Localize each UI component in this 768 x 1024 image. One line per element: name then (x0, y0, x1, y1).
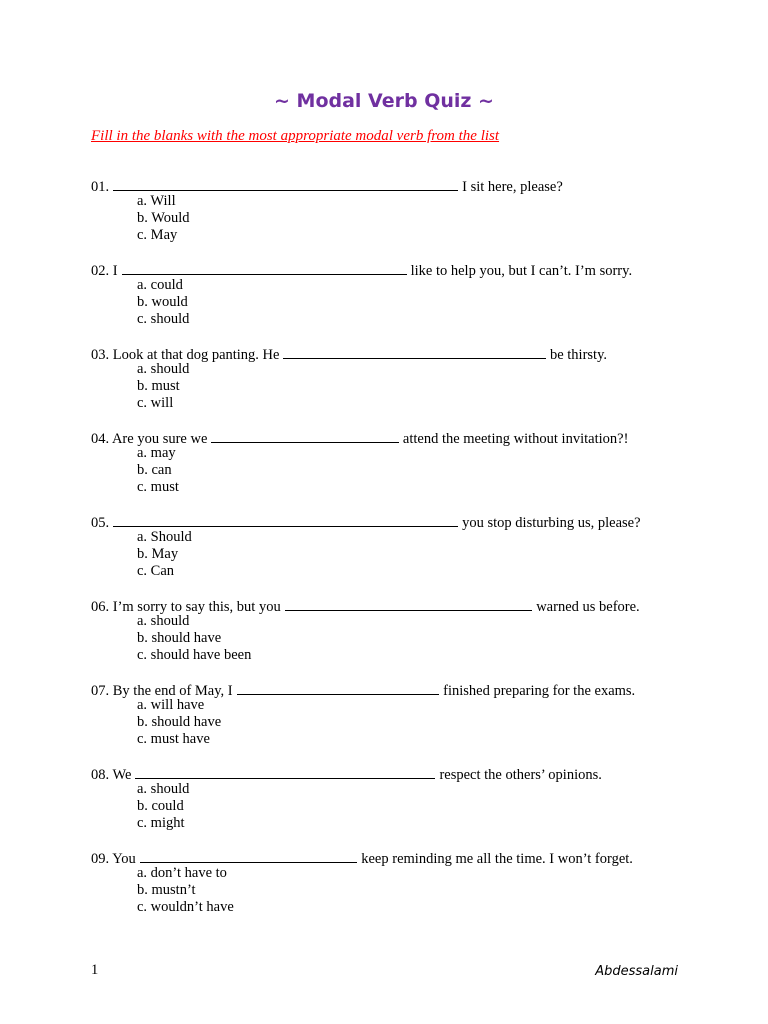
question-text-before: Look at that dog panting. He (112, 347, 280, 363)
question-number: 07. (91, 683, 110, 699)
question-text-before: I (112, 263, 118, 279)
answer-blank[interactable] (283, 344, 546, 359)
question-7 (91, 680, 731, 748)
answer-option[interactable]: c. will (137, 395, 174, 411)
answer-option[interactable]: b. should have (137, 714, 222, 730)
question-stem (91, 680, 731, 697)
quiz-title: ~ Modal Verb Quiz ~ (274, 90, 494, 112)
question-number: 03. (91, 347, 110, 363)
answer-option[interactable]: c. should (137, 311, 190, 327)
answer-option[interactable]: a. should (137, 613, 190, 629)
question-text-before: We (112, 767, 132, 783)
answer-option[interactable]: a. should (137, 781, 190, 797)
question-text-before: By the end of May, I (112, 683, 233, 699)
question-text-after: I sit here, please? (462, 179, 563, 195)
question-3 (91, 344, 731, 412)
question-number: 05. (91, 515, 110, 531)
answer-option[interactable]: c. should have been (137, 647, 252, 663)
answer-option[interactable]: b. May (137, 546, 179, 562)
answer-option[interactable]: a. should (137, 361, 190, 377)
question-text-after: you stop disturbing us, please? (462, 515, 641, 531)
answer-option[interactable]: a. Should (137, 529, 192, 545)
question-4 (91, 428, 731, 496)
answer-blank[interactable] (135, 764, 435, 779)
answer-blank[interactable] (211, 428, 399, 443)
answer-option[interactable]: b. Would (137, 210, 190, 226)
question-stem (91, 344, 731, 361)
question-number: 04. (91, 431, 110, 447)
author-signature: Abdessalami (595, 964, 678, 979)
question-text-before: Are you sure we (111, 431, 208, 447)
answer-option[interactable]: c. wouldn’t have (137, 899, 234, 915)
question-number: 09. (91, 851, 110, 867)
question-2 (91, 260, 731, 328)
question-number: 02. (91, 263, 110, 279)
answer-option[interactable]: c. might (137, 815, 185, 831)
question-stem (91, 764, 731, 781)
question-text-after: keep reminding me all the time. I won’t forget. (361, 851, 633, 867)
answer-option[interactable]: b. should have (137, 630, 222, 646)
question-stem (91, 260, 731, 277)
question-1 (91, 176, 731, 244)
question-text-before: I’m sorry to say this, but you (112, 599, 281, 615)
answer-blank[interactable] (113, 512, 458, 527)
question-text-after: like to help you, but I can’t. I’m sorry. (410, 263, 633, 279)
question-text-before: You (112, 851, 136, 867)
answer-option[interactable]: c. May (137, 227, 178, 243)
answer-option[interactable]: a. don’t have to (137, 865, 227, 881)
question-number: 01. (91, 179, 110, 195)
question-text-after: finished preparing for the exams. (443, 683, 636, 699)
question-number: 06. (91, 599, 110, 615)
answer-blank[interactable] (285, 596, 533, 611)
answer-option[interactable]: b. can (137, 462, 172, 478)
answer-blank[interactable] (113, 176, 458, 191)
answer-option[interactable]: c. Can (137, 563, 175, 579)
question-5 (91, 512, 731, 580)
answer-option[interactable]: c. must (137, 479, 179, 495)
answer-option[interactable]: b. would (137, 294, 188, 310)
answer-option[interactable]: b. must (137, 378, 180, 394)
answer-option[interactable]: a. Will (137, 193, 176, 209)
question-text-after: warned us before. (536, 599, 640, 615)
question-number: 08. (91, 767, 110, 783)
question-text-after: respect the others’ opinions. (439, 767, 602, 783)
answer-option[interactable]: b. mustn’t (137, 882, 196, 898)
question-6 (91, 596, 731, 664)
answer-blank[interactable] (140, 848, 358, 863)
answer-option[interactable]: a. may (137, 445, 176, 461)
answer-blank[interactable] (122, 260, 407, 275)
page-number: 1 (91, 962, 99, 978)
question-stem (91, 512, 731, 529)
question-stem (91, 428, 731, 445)
question-stem (91, 848, 731, 865)
answer-blank[interactable] (237, 680, 440, 695)
answer-option[interactable]: a. will have (137, 697, 205, 713)
answer-option[interactable]: a. could (137, 277, 183, 293)
question-text-after: be thirsty. (549, 347, 608, 363)
question-stem (91, 596, 731, 613)
question-text-after: attend the meeting without invitation?! (402, 431, 629, 447)
question-8 (91, 764, 731, 832)
answer-option[interactable]: c. must have (137, 731, 210, 747)
question-stem (91, 176, 731, 193)
instruction-text: Fill in the blanks with the most appropriate modal verb from the list (91, 128, 500, 144)
answer-option[interactable]: b. could (137, 798, 184, 814)
question-9 (91, 848, 731, 916)
